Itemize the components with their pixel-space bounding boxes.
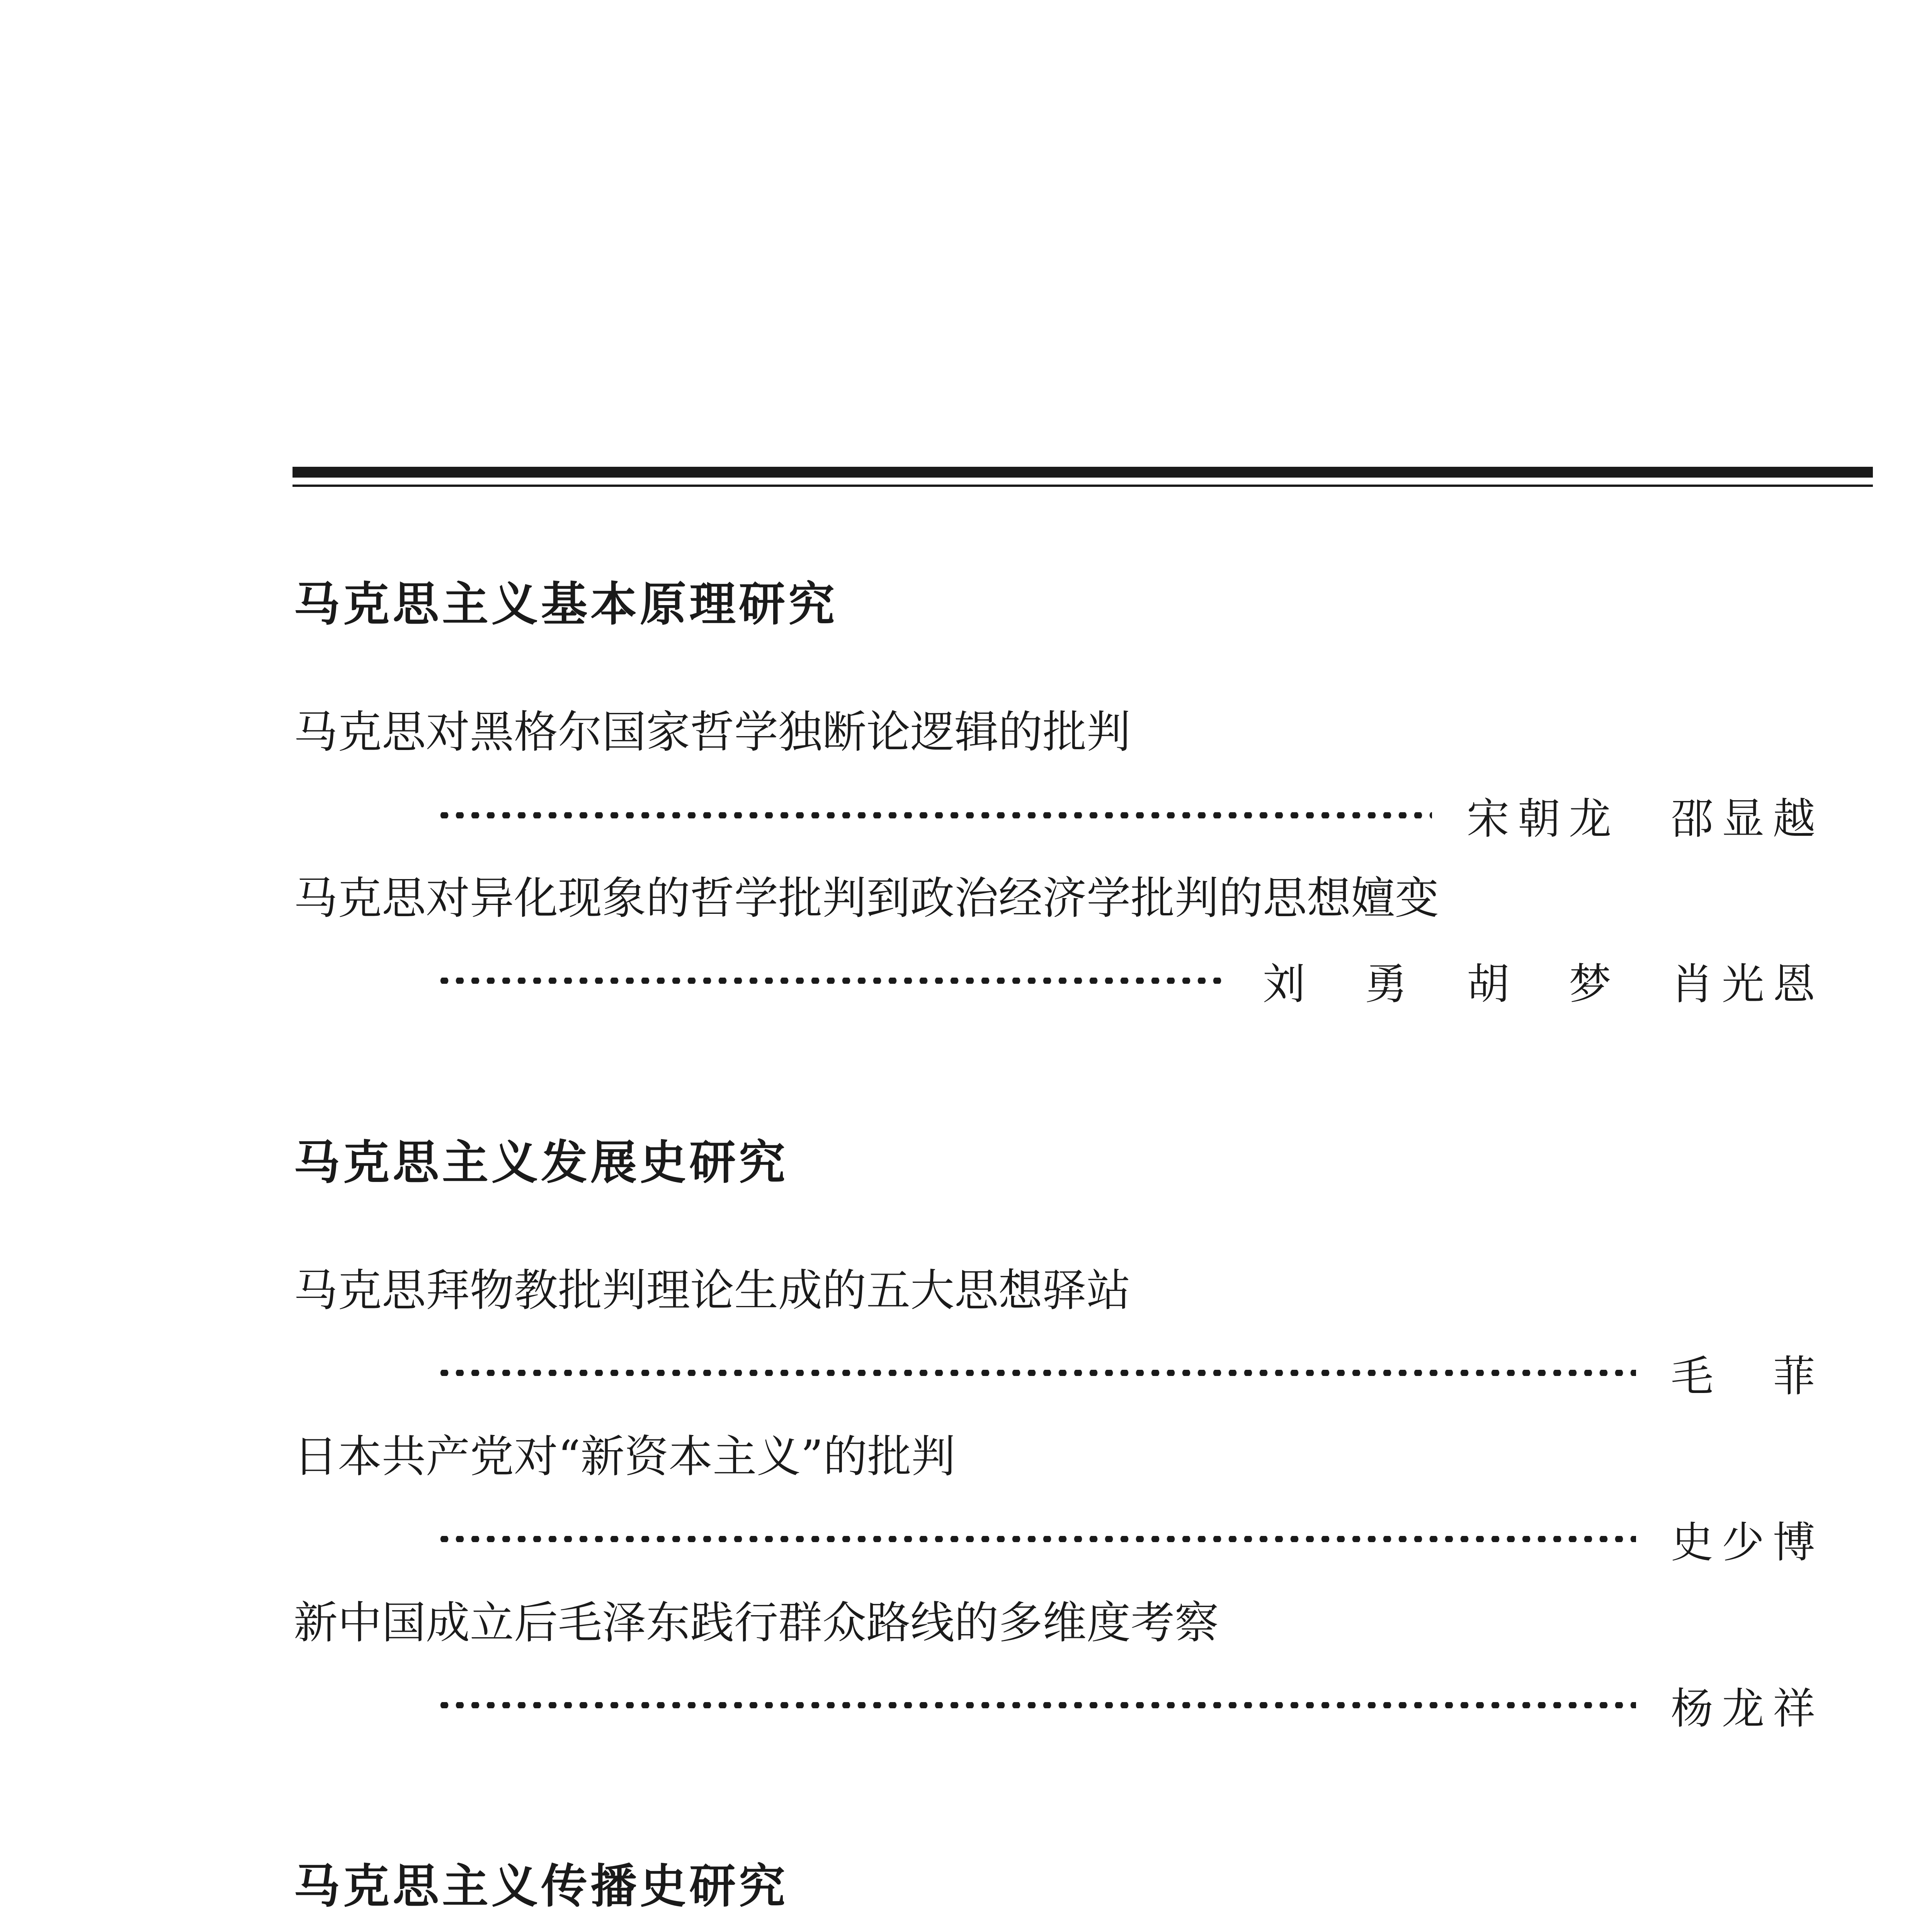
entry-leader-line	[437, 957, 1824, 1009]
entry-authors: 杨龙祥	[1671, 1684, 1824, 1733]
dot-leader	[437, 978, 1228, 984]
dot-leader	[437, 812, 1432, 818]
entry-title[interactable]: 日本共产党对“新资本主义”的批判	[294, 1431, 956, 1482]
entry-authors: 宋朝龙 邵显越	[1467, 794, 1824, 844]
entry-title[interactable]: 马克思对异化现象的哲学批判到政治经济学批判的思想嬗变	[294, 872, 1439, 924]
entry-authors: 史少博	[1671, 1518, 1824, 1567]
section-heading: 马克思主义基本原理研究	[294, 578, 838, 631]
top-rule-thin	[293, 485, 1873, 487]
entry-leader-line	[437, 1516, 1824, 1567]
entry-leader-line	[437, 792, 1824, 844]
entry-authors: 刘 勇 胡 梦 肖光恩	[1263, 959, 1824, 1009]
entry-title[interactable]: 新中国成立后毛泽东践行群众路线的多维度考察	[294, 1597, 1219, 1648]
entry-leader-line	[437, 1682, 1824, 1733]
entry-authors: 毛 菲	[1671, 1352, 1824, 1401]
section-heading: 马克思主义发展史研究	[294, 1136, 788, 1190]
dot-leader	[437, 1702, 1636, 1708]
section-heading: 马克思主义传播史研究	[294, 1860, 788, 1913]
dot-leader	[437, 1370, 1636, 1376]
entry-title[interactable]: 马克思拜物教批判理论生成的五大思想驿站	[294, 1265, 1131, 1316]
top-rule-thick	[293, 467, 1873, 478]
entry-title[interactable]: 马克思对黑格尔国家哲学独断论逻辑的批判	[294, 706, 1131, 758]
dot-leader	[437, 1536, 1636, 1542]
entry-leader-line	[437, 1350, 1824, 1401]
